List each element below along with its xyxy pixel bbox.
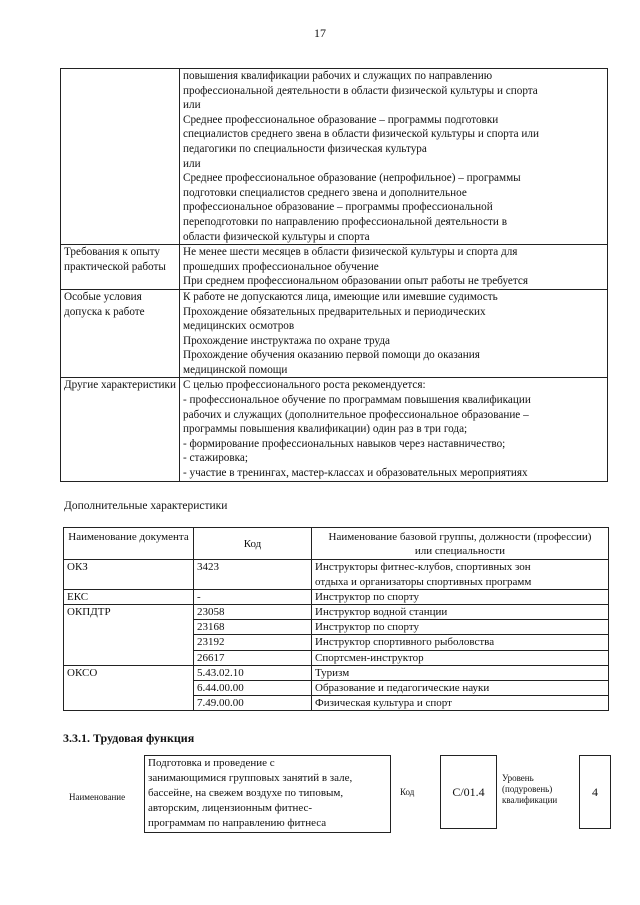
page-number: 17 [314,26,326,40]
code-cell: 23058 [194,605,312,620]
table-row [64,665,609,680]
text-line: профессиональное образование – программы профессиональной [183,201,493,214]
name-cell: Инструктор спортивного рыболовства [312,635,609,650]
header-name [312,528,609,560]
table-row [64,560,609,589]
code-cell: 6.44.00.00 [194,681,312,696]
name-cell: Образование и педагогические науки [312,681,609,696]
text-line: рабочих и служащих (дополнительное профессиональное образование – [183,408,529,421]
text-line: занимающимися групповых занятий в зале, [148,772,353,784]
qualification-level-box [579,755,611,829]
header-doc [64,528,194,560]
table-row [61,245,608,290]
text-line: медицинских осмотров [183,320,295,333]
text-line: медицинской помощи [183,363,288,376]
code-cell: 26617 [194,650,312,665]
table-row [64,589,609,604]
text-line: специалистов среднего звена в области физической культуры и спорта или [183,128,539,141]
text-line: или [183,157,201,170]
admission-label [61,289,180,378]
text-line: - профессиональное обучение по программам повышения квалификации [183,394,531,407]
additional-characteristics-title: Дополнительные характеристики [64,500,228,512]
additional-characteristics-table [63,527,609,711]
text-line: программы повышения квалификации) один раз в три года; [183,423,468,436]
header-text: Код [243,537,262,550]
code-cell: - [194,589,312,604]
name-cell: Физическая культура и спорт [312,696,609,711]
text-line: (подуровень) [502,784,553,794]
experience-cell [180,245,608,290]
row-label: Требования к опыту практической работы [64,246,166,273]
name-cell: Туризм [312,665,609,680]
text-line: программам по направлению фитнеса [148,817,327,829]
text-line: прошедших профессиональное обучение [183,260,379,273]
education-label-cell [61,69,180,245]
other-cell [180,378,608,481]
table-header-row [64,528,609,560]
code-cell: 23192 [194,635,312,650]
name-cell: Инструктор по спорту [312,589,609,604]
name-cell: Инструктор водной станции [312,605,609,620]
function-code: C/01.4 [452,785,485,799]
table-row [61,289,608,378]
qualification-level: 4 [592,785,598,799]
text-line: К работе не допускаются лица, имеющие или имевшие судимость [183,290,498,303]
level-label [502,773,557,806]
name-label: Наименование [69,792,126,802]
text-line: профессиональной деятельности в области физической культуры и спорта [183,84,538,97]
text-line: - стажировка; [183,452,249,465]
labor-function-heading: 3.3.1. Трудовая функция [63,731,195,745]
text-line: - формирование профессиональных навыков через наставничество; [183,437,506,450]
text-line: подготовки специалистов среднего звена и дополнительное [183,186,467,199]
header-code [194,528,312,560]
row-label: Другие характеристики [64,379,176,392]
text-line: С целью профессионального роста рекомендуется: [183,379,426,392]
text-line: переподготовки по направлению профессиональной деятельности в [183,215,507,228]
admission-cell [180,289,608,378]
text-line: Прохождение инструктажа по охране труда [183,334,390,347]
text-line: Уровень [502,773,534,783]
text-line: Подготовка и проведение с [148,757,275,769]
doc-cell: ОКПДТР [64,605,194,666]
table-row [61,69,608,245]
text-line: При среднем профессиональном образовании опыт работы не требуется [183,275,528,288]
text-line: области физической культуры и спорта [183,230,370,243]
doc-cell: ЕКС [64,589,194,604]
function-code-box [440,755,497,829]
name-cell: Спортсмен-инструктор [312,650,609,665]
code-cell: 23168 [194,620,312,635]
header-text: Наименование документа [68,531,189,543]
text-line: педагогики по специальности физическая культура [183,142,427,155]
text-line: Среднее профессиональное образование – программы подготовки [183,113,499,126]
code-cell: 3423 [194,560,312,589]
text-line: повышения квалификации рабочих и служащих по направлению [183,70,493,82]
code-cell: 5.43.02.10 [194,665,312,680]
other-label [61,378,180,481]
name-cell: Инструктор по спорту [312,620,609,635]
text-line: авторским, лицензионным фитнес- [148,802,313,814]
text-line: - участие в тренингах, мастер-классах и образовательных мероприятиях [183,467,528,480]
function-name-box [144,755,391,833]
text-line: Среднее профессиональное образование (непрофильное) – программы [183,172,521,185]
code-label: Код [400,787,415,797]
code-cell: 7.49.00.00 [194,696,312,711]
text-line: Прохождение обязательных предварительных и периодических [183,305,486,318]
experience-label [61,245,180,290]
text-line: Инструкторы фитнес-клубов, спортивных зон [315,561,531,574]
text-line: отдыха и организаторы спортивных программ [315,575,532,588]
requirements-table [60,68,608,482]
table-row [61,378,608,481]
education-cell [180,69,608,245]
text-line: Не менее шести месяцев в области физической культуры и спорта для [183,246,518,259]
table-row [64,605,609,620]
doc-cell: ОКЗ [64,560,194,589]
text-line: квалификации [502,795,558,805]
name-cell [312,560,609,589]
row-label: Особые условия допуска к работе [64,290,145,318]
doc-cell: ОКСО [64,665,194,711]
text-line: Прохождение обучения оказанию первой помощи до оказания [183,349,480,362]
text-line: или [183,99,201,112]
text-line: бассейне, на свежем воздухе по типовым, [148,787,344,799]
header-text: Наименование базовой группы, должности (профессии) или специальности [328,531,592,558]
